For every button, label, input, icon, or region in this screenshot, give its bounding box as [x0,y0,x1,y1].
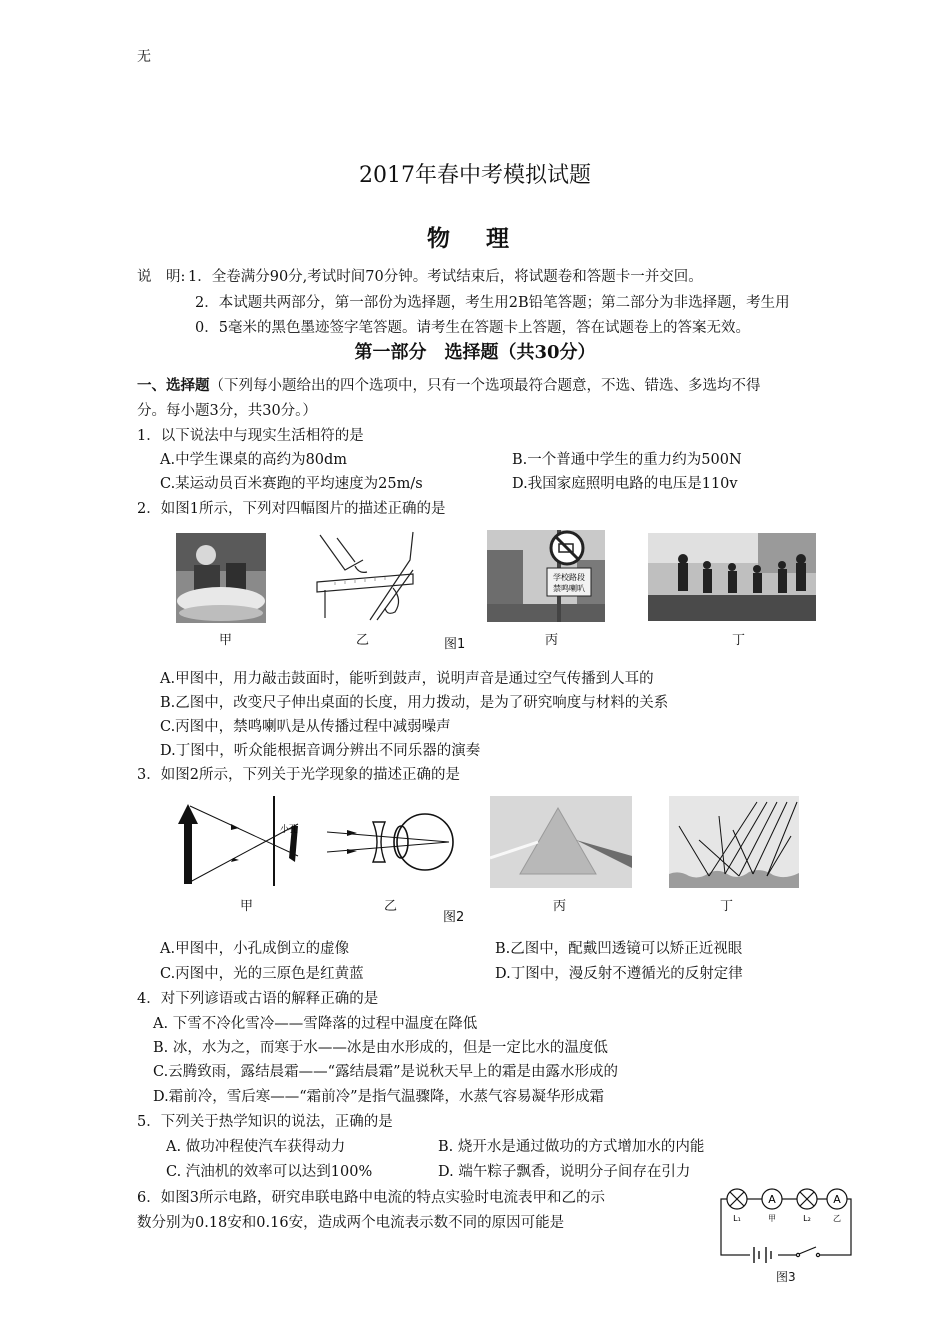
section1-intro [137,374,761,395]
q6-line-2: 数分别为0.18安和0.16安，造成两个电流表示数不同的原因可能是 [137,1215,565,1231]
sign-text-1: 学校路段 [553,573,585,582]
figure1-label-jia: 甲 [219,633,233,648]
notes-label: 说 明: [137,269,186,285]
section1-desc-a: （下列每小题给出的四个选项中，只有一个选项最符合题意，不选、错选、多选均不得 [209,378,761,394]
figure2-label-bing: 丙 [553,899,567,914]
figure1-label-ding: 丁 [732,633,746,648]
q5-option-c: C. 汽油机的效率可以达到100% [166,1164,373,1180]
circuit-label-jia: 甲 [768,1214,776,1223]
ammeter-2-symbol: A [833,1193,841,1206]
q3-option-c: C.丙图中，光的三原色是红黄蓝 [160,966,364,982]
figure2-label-ding: 丁 [720,899,734,914]
figure2-label-yi: 乙 [384,899,398,914]
figure2-label-jia: 甲 [240,899,254,914]
notes-line-1: 1．全卷满分90分,考试时间70分钟。考试结束后，将试题卷和答题卡一并交回。 [188,269,703,285]
section1-desc-b: 分。每小题3分，共30分。） [137,403,317,419]
q5-option-a: A. 做功冲程使汽车获得动力 [166,1139,346,1155]
figure1-jia-drum-photo [176,533,266,623]
q1-option-a: A.中学生课桌的高约为80dm [160,452,348,468]
page-title: 2017年春中考模拟试题 [359,163,591,188]
q2-option-d: D.丁图中，听众能根据音调分辨出不同乐器的演奏 [160,743,481,759]
q1-stem: 1．以下说法中与现实生活相符的是 [137,428,364,444]
figure1-label-bing: 丙 [545,633,559,648]
q2-stem: 2．如图1所示，下列对四幅图片的描述正确的是 [137,501,446,517]
q5-option-b: B. 烧开水是通过做功的方式增加水的内能 [438,1139,705,1155]
notes-line-2: 2．本试题共两部分，第一部份为选择题，考生用2B铅笔答题；第二部分为非选择题，考生用 [195,295,790,311]
q4-stem: 4．对下列谚语或古语的解释正确的是 [137,991,379,1007]
q5-stem: 5．下列关于热学知识的说法，正确的是 [137,1114,393,1130]
figure2-bing-prism-photo [490,796,632,888]
figure2-yi-eye-diagram [327,812,462,874]
q3-option-d: D.丁图中，漫反射不遵循光的反射定律 [495,966,743,982]
q4-option-b: B. 冰，水为之，而寒于水——冰是由水形成的，但是一定比水的温度低 [153,1040,608,1056]
q3-option-a: A.甲图中，小孔成倒立的虚像 [160,941,350,957]
header-mark: 无 [137,49,151,65]
circuit-label-l1: L₁ [733,1214,741,1223]
q4-option-d: D.霜前冷，雪后寒——“霜前冷”是指气温骤降，水蒸气容易凝华形成霜 [153,1089,605,1105]
subject-title: 物 理 [426,225,523,252]
q2-option-b: B.乙图中，改变尺子伸出桌面的长度，用力拨动，是为了研究响度与材料的关系 [160,695,669,711]
section1-label: 一、选择题 [137,377,210,394]
figure1-ding-orchestra-photo [648,533,816,621]
q3-stem: 3．如图2所示，下列关于光学现象的描述正确的是 [137,767,460,783]
q4-option-a: A. 下雪不冷化雪冷——雪降落的过程中温度在降低 [153,1016,478,1032]
q2-option-c: C.丙图中，禁鸣喇叭是从传播过程中减弱噪声 [160,719,451,735]
part1-heading: 第一部分 选择题（共30分） [354,342,596,363]
figure1-yi-ruler-drawing [315,530,415,625]
ammeter-1-symbol: A [768,1193,776,1206]
pinhole-label: 小孔 [280,825,299,835]
q1-option-b: B.一个普通中学生的重力约为500N [512,452,742,468]
q3-option-b: B.乙图中，配戴凹透镜可以矫正近视眼 [495,941,743,957]
q1-option-d: D.我国家庭照明电路的电压是110v [512,476,738,492]
figure2-caption: 图2 [443,910,465,925]
figure1-label-yi: 乙 [356,633,370,648]
q1-option-c: C.某运动员百米赛跑的平均速度为25m/s [160,476,423,492]
figure1-caption: 图1 [444,637,466,652]
notes-line-3: 0．5毫米的黑色墨迹签字笔答题。请考生在答题卡上答题，答在试题卷上的答案无效。 [195,320,750,336]
q4-option-c: C.云腾致雨，露结晨霜——“露结晨霜”是说秋天早上的霜是由露水形成的 [153,1064,619,1080]
q6-line-1: 6．如图3所示电路，研究串联电路中电流的特点实验时电流表甲和乙的示 [137,1190,605,1206]
q2-option-a: A.甲图中，用力敲击鼓面时，能听到鼓声，说明声音是通过空气传播到人耳的 [160,671,654,687]
figure2-jia-pinhole-diagram [176,796,306,888]
circuit-label-l2: L₂ [803,1214,811,1223]
circuit-label-yi: 乙 [833,1214,841,1223]
sign-text-2: 禁鸣喇叭 [553,584,585,593]
figure3-caption: 图3 [776,1270,796,1284]
figure2-ding-reflection-diagram [669,796,799,888]
figure1-bing-sign-photo [487,530,605,622]
q5-option-d: D. 端午粽子飘香，说明分子间存在引力 [438,1164,691,1180]
